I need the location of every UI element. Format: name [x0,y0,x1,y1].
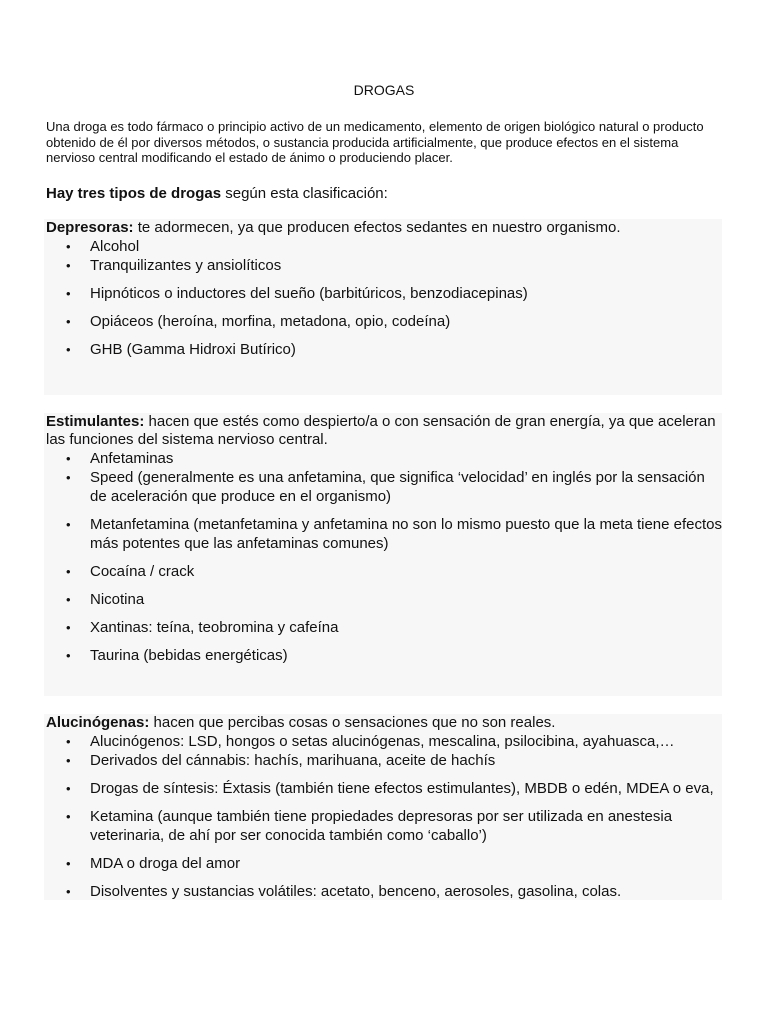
section-alucinogenas [44,714,722,900]
bullet-icon: • [66,258,71,273]
list-item-text: Ketamina (aunque también tiene propiedades depresoras por ser utilizada en anestesia veterinaria, de ahí por ser conocida también como ‘caballo’) [90,808,673,844]
list-item-text: Xantinas: teína, teobromina y cafeína [90,619,339,636]
bullet-icon: • [66,592,71,607]
list-item-text: Tranquilizantes y ansiolíticos [90,257,282,274]
section-description: te adormecen, ya que producen efectos sedantes en nuestro organismo. [133,219,621,236]
bullet-icon: • [66,342,71,357]
list-item [44,732,722,751]
list-item [44,237,722,256]
list-item-text: Alcohol [90,238,140,255]
types-heading-rest: según esta clasificación: [221,185,388,202]
list-item-text: Metanfetamina (metanfetamina y anfetamina no son lo mismo puesto que la meta tiene efectos más potentes que las anfetaminas comunes) [90,516,723,552]
list-item [44,256,722,275]
bullet-icon: • [66,564,71,579]
list-item-text: Drogas de síntesis: Éxtasis (también tiene efectos estimulantes), MBDB o edén, MDEA o eva, [90,780,714,797]
bullet-icon: • [66,856,71,871]
types-heading [46,185,388,202]
list-item-text: Nicotina [90,591,145,608]
bullet-icon: • [66,781,71,796]
bullet-icon: • [66,648,71,663]
list-item-text: Disolventes y sustancias volátiles: acetato, benceno, aerosoles, gasolina, colas. [90,883,622,900]
bullet-icon: • [66,286,71,301]
types-heading-bold: Hay tres tipos de drogas [46,185,222,202]
list-item [44,468,722,506]
list-item [44,618,722,637]
bullet-icon: • [66,734,71,749]
list-item [44,312,722,331]
list-item [44,751,722,770]
section-label: Depresoras: [46,219,134,236]
list-item [44,449,722,468]
section-heading [44,413,722,449]
list-item-text: Cocaína / crack [90,563,195,580]
section-label: Alucinógenas: [46,714,150,731]
list-item-text: Derivados del cánnabis: hachís, marihuana, aceite de hachís [90,752,496,769]
bullet-icon: • [66,753,71,768]
document-title: DROGAS [353,82,415,98]
bullet-icon: • [66,451,71,466]
list-item-text: Anfetaminas [90,450,174,467]
list-item [44,590,722,609]
list-item [44,562,722,581]
list-item [44,882,722,901]
section-depresoras [44,219,722,395]
section-description: hacen que estés como despierto/a o con sensación de gran energía, ya que aceleran las funciones del sistema nervioso central. [46,413,716,448]
bullet-icon: • [66,884,71,899]
list-item [44,807,722,845]
list-item [44,779,722,798]
bullet-list [44,732,722,901]
list-item-text: MDA o droga del amor [90,855,241,872]
section-label: Estimulantes: [46,413,145,430]
list-item-text: Opiáceos (heroína, morfina, metadona, opio, codeína) [90,313,451,330]
list-item [44,284,722,303]
list-item-text: Alucinógenos: LSD, hongos o setas alucinógenas, mescalina, psilocibina, ayahuasca,… [90,733,675,750]
list-item [44,854,722,873]
section-heading [44,714,722,732]
list-item-text: GHB (Gamma Hidroxi Butírico) [90,341,296,358]
bullet-list [44,237,722,359]
list-item-text: Taurina (bebidas energéticas) [90,647,288,664]
list-item [44,515,722,553]
bullet-icon: • [66,809,71,824]
section-heading [44,219,722,237]
section-estimulantes [44,413,722,696]
bullet-icon: • [66,620,71,635]
bullet-list [44,449,722,665]
bullet-icon: • [66,470,71,485]
list-item-text: Speed (generalmente es una anfetamina, que significa ‘velocidad’ en inglés por la sensación de aceleración que produce en el organismo) [90,469,705,505]
list-item-text: Hipnóticos o inductores del sueño (barbitúricos, benzodiacepinas) [90,285,528,302]
bullet-icon: • [66,314,71,329]
bullet-icon: • [66,517,71,532]
list-item [44,340,722,359]
list-item [44,646,722,665]
intro-paragraph: Una droga es todo fármaco o principio activo de un medicamento, elemento de origen biológico natural o producto obtenido de él por diversos métodos, o sustancia producida artificialmente, que produce efectos en el sistema nervioso central modificando el estado de ánimo o produciendo placer. [46,119,704,165]
bullet-icon: • [66,239,71,254]
section-description: hacen que percibas cosas o sensaciones que no son reales. [149,714,556,731]
